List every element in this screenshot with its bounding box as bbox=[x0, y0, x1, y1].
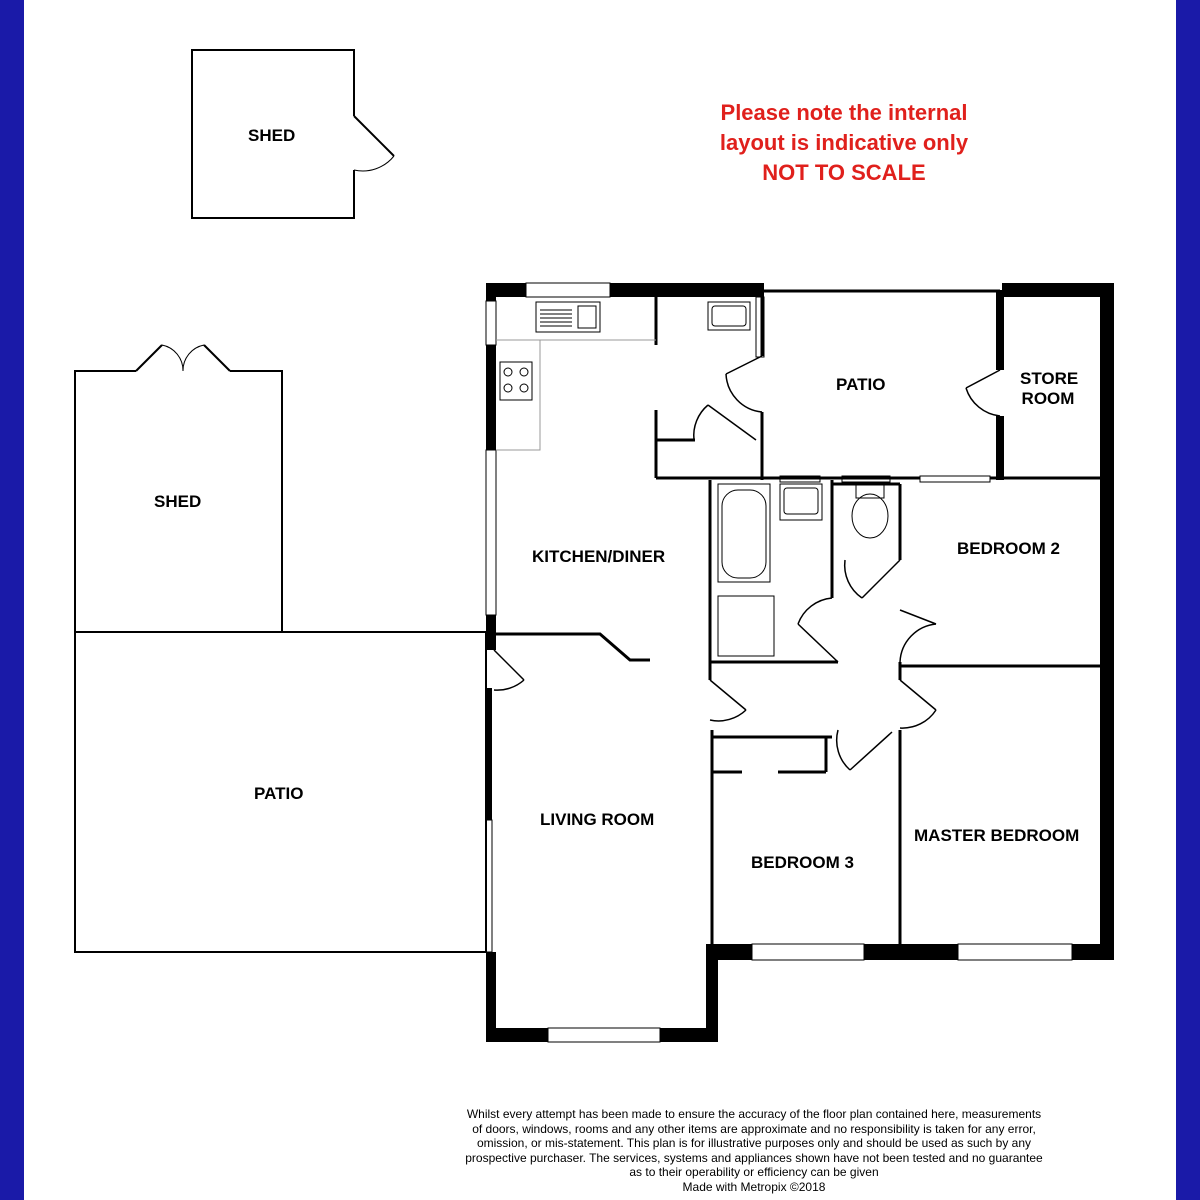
disclaimer-line4: prospective purchaser. The services, systems and appliances shown have not been tested and no guarantee bbox=[465, 1150, 1043, 1165]
room-label-store-room bbox=[1020, 369, 1079, 409]
sink-drainer-lines bbox=[540, 310, 572, 326]
room-label-master-bedroom: MASTER BEDROOM bbox=[914, 826, 1080, 845]
store-room-line1: STORE bbox=[1020, 369, 1079, 388]
notice-line2: layout is indicative only bbox=[719, 130, 969, 155]
room-label-bedroom-3: BEDROOM 3 bbox=[751, 853, 854, 872]
floor-plan-sheet bbox=[24, 0, 1176, 1200]
room-label-shed-top: SHED bbox=[248, 126, 296, 145]
room-label-living-room: LIVING ROOM bbox=[540, 810, 655, 829]
disclaimer-line5: as to their operability or efficiency can be given bbox=[629, 1165, 879, 1179]
floor-plan-drawing bbox=[24, 0, 1176, 1200]
shed-left-outline bbox=[75, 345, 282, 632]
disclaimer-text bbox=[424, 1107, 1084, 1194]
notice-line1: Please note the internal bbox=[720, 100, 968, 125]
room-label-shed-left: SHED bbox=[154, 492, 202, 511]
store-room-line2: ROOM bbox=[1021, 389, 1075, 408]
notice-line3: NOT TO SCALE bbox=[762, 160, 926, 185]
room-label-patio-left: PATIO bbox=[254, 784, 304, 803]
room-label-bedroom-2: BEDROOM 2 bbox=[957, 539, 1060, 558]
disclaimer-line3: omission, or mis-statement. This plan is for illustrative purposes only and should be used as such by any bbox=[476, 1136, 1032, 1150]
disclaimer-line1: Whilst every attempt has been made to ensure the accuracy of the floor plan contained here, measurements bbox=[466, 1107, 1042, 1121]
room-label-patio-top: PATIO bbox=[836, 375, 886, 394]
room-label-kitchen-diner: KITCHEN/DINER bbox=[532, 547, 666, 566]
not-to-scale-notice bbox=[714, 98, 974, 188]
disclaimer-line2: of doors, windows, rooms and any other items are approximate and no responsibility is taken for any error, bbox=[472, 1121, 1036, 1136]
disclaimer-line6: Made with Metropix ©2018 bbox=[682, 1179, 826, 1194]
